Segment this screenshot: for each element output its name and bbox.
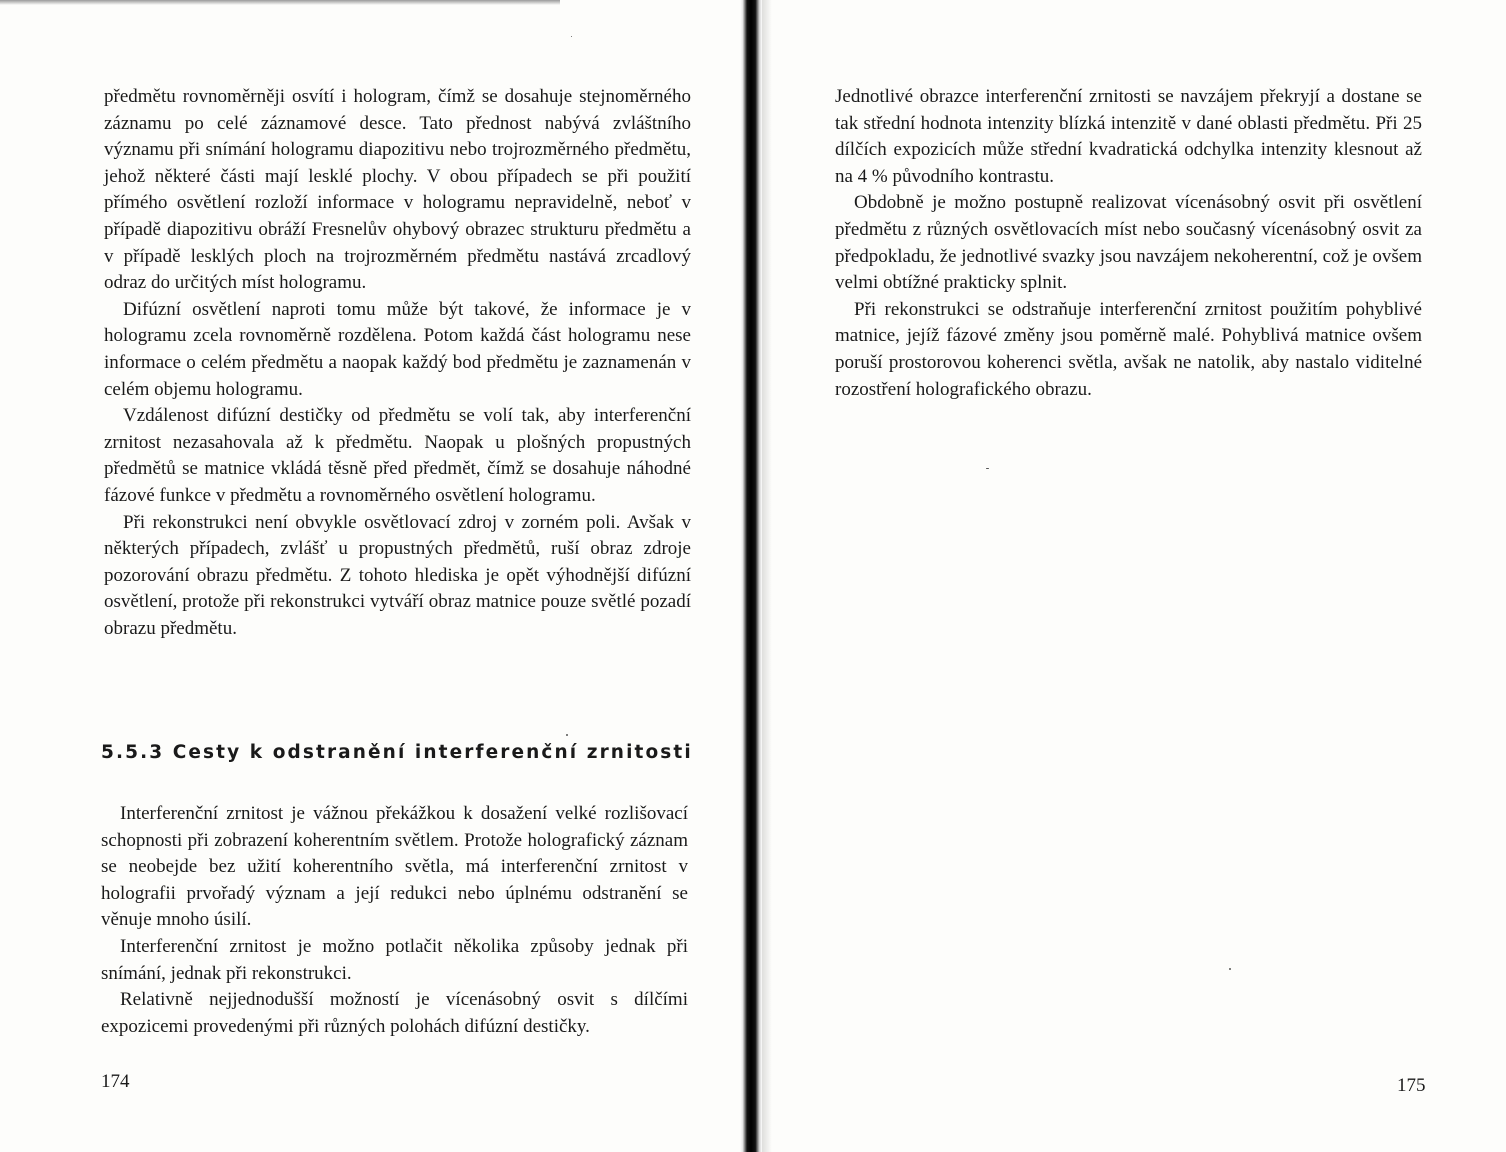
- scan-speck: [986, 468, 989, 469]
- paragraph: Interferenční zrnitost je možno potlačit několika způsoby jednak při snímání, jednak při rekonstrukci.: [101, 935, 688, 984]
- paragraph: Obdobně je možno postupně realizovat vícenásobný osvit při osvětlení předmětu z různých osvětlovacích míst nebo současný vícenásobný osvit za předpokladu, že jednotlivé svazky jsou navzájem nekoherentní, což je ovšem velmi obtížné prakticky splnit.: [835, 192, 1422, 294]
- paragraph: Při rekonstrukci se odstraňuje interferenční zrnitost použitím pohyblivé matnice, jejíž fázové změny jsou poměrně malé. Pohyblivá matnice ovšem poruší prostorovou koherenci světla, avšak ne natolik, aby nastalo viditelné rozostření holografického obrazu.: [835, 298, 1422, 400]
- paragraph: předmětu rovnoměrněji osvítí i hologram, čímž se dosahuje stejnoměrného záznamu po celé záznamové desce. Tato přednost nabývá zvláštního významu při snímání hologramu diapozitivu nebo trojrozměrného předmětu, jehož některé části mají lesklé plochy. V obou případech se při použití přímého osvětlení rozloží informace v hologramu nepravidelně, neboť v případě diapozitivu obráží Fresnelův ohybový obrazec strukturu předmětu a v případě lesklých ploch na trojrozměrném předmětu nastává zrcadlový odraz do určitých míst hologramu.: [104, 86, 691, 294]
- left-page-body: [104, 84, 691, 642]
- scan-speck: [566, 734, 568, 736]
- scan-speck: [571, 36, 572, 37]
- section-body: [101, 801, 688, 1040]
- scan-speck: [1229, 968, 1231, 970]
- paragraph: Při rekonstrukci není obvykle osvětlovací zdroj v zorném poli. Avšak v některých případech, zvlášť u propustných předmětů, ruší obraz zdroje pozorování obrazu předmětu. Z tohoto hlediska je opět výhodnější difúzní osvětlení, protože při rekonstrukci vytváří obraz matnice pouze světlé pozadí obrazu předmětu.: [104, 511, 691, 639]
- page-number-left: 174: [101, 1071, 130, 1092]
- right-page: [762, 0, 1506, 1152]
- page-number-right: 175: [1397, 1075, 1426, 1096]
- paragraph: Relativně nejjednodušší možností je vícenásobný osvit s dílčími expozicemi provedenými při různých polohách difúzní destičky.: [101, 989, 688, 1037]
- paragraph: Jednotlivé obrazce interferenční zrnitosti se navzájem překryjí a dostane se tak střední hodnota intenzity blízká intenzitě v dané oblasti předmětu. Při 25 dílčích expozicích může střední kvadratická odchylka intenzity klesnout až na 4 % původního kontrastu.: [835, 86, 1422, 187]
- right-page-body: [835, 84, 1422, 403]
- book-gutter: [740, 0, 762, 1152]
- paragraph: Interferenční zrnitost je vážnou překážkou k dosažení velké rozlišovací schopnosti při zobrazení koherentním světlem. Protože holografický záznam se neobejde bez užití koherentního světla, má interferenční zrnitost v holografii prvořadý význam a její redukci nebo úplnému odstranění se věnuje mnoho úsilí.: [101, 803, 688, 931]
- section-heading: 5.5.3 Cesty k odstranění interferenční zrnitosti: [101, 742, 693, 763]
- paragraph: Vzdálenost difúzní destičky od předmětu se volí tak, aby interferenční zrnitost nezasahovala až k předmětu. Naopak u plošných propustných předmětů se matnice vkládá těsně před předmět, čímž se dosahuje náhodné fázové funkce v předmětu a rovnoměrného osvětlení hologramu.: [104, 405, 691, 506]
- left-page: [0, 0, 740, 1152]
- paragraph: Difúzní osvětlení naproti tomu může být takové, že informace je v hologramu zcela rovnoměrně rozdělena. Potom každá část hologramu nese informace o celém předmětu a naopak každý bod předmětu je zaznamenán v celém objemu hologramu.: [104, 298, 691, 400]
